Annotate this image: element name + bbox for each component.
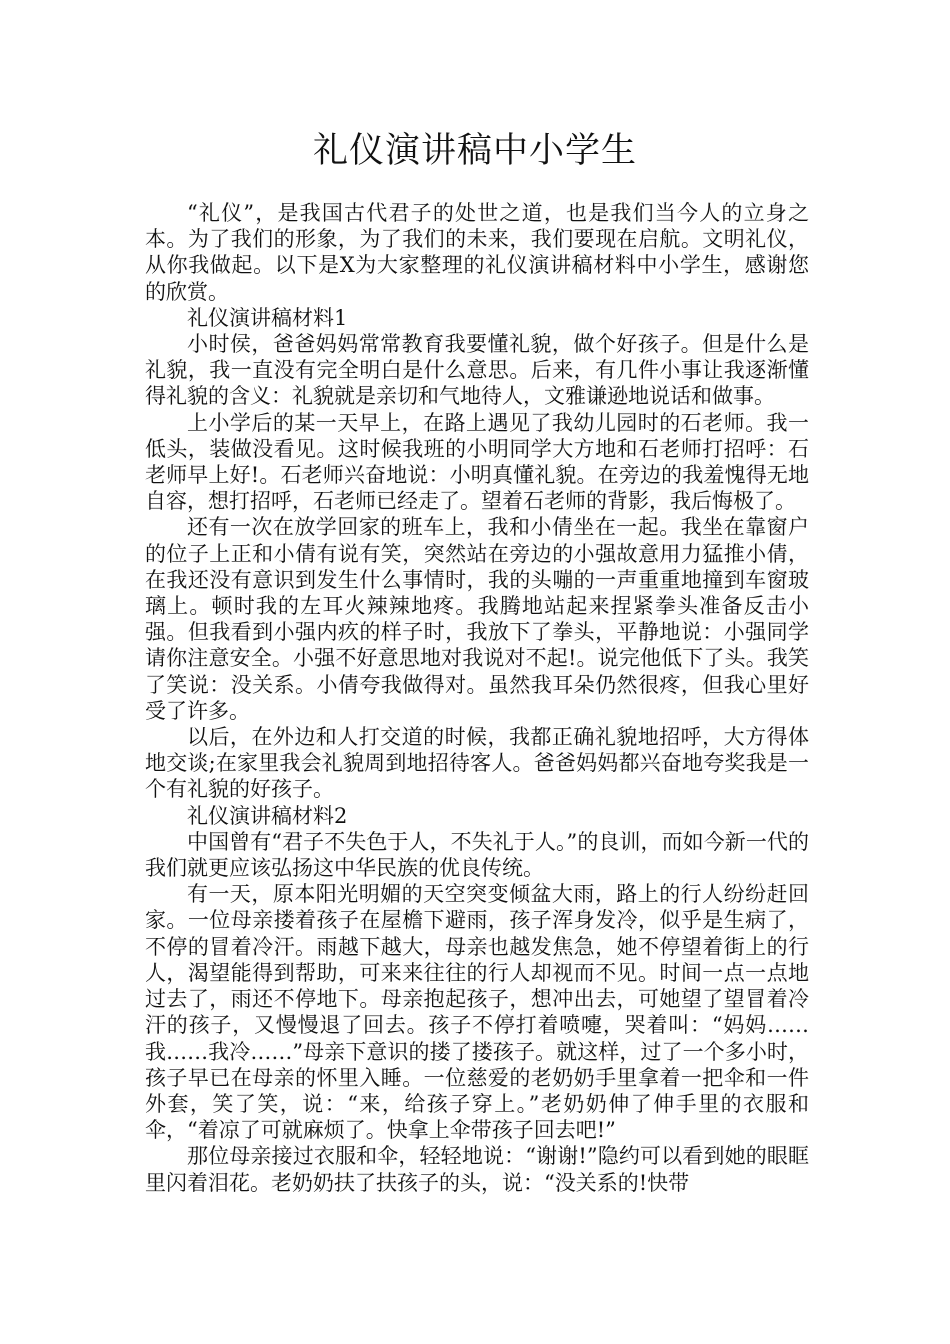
paragraph: 小时侯，爸爸妈妈常常教育我要懂礼貌，做个好孩子。但是什么是礼貌，我一直没有完全明白是什么意思。后来，有几件小事让我逐渐懂得礼貌的含义：礼貌就是亲切和气地待人，文雅谦逊地说话和做事。 (145, 332, 809, 409)
section-heading-1: 礼仪演讲稿材料1 (187, 305, 348, 330)
paragraph: 中国曾有“君子不失色于人，不失礼于人。”的良训，而如今新一代的我们就更应该弘扬这中华民族的优良传统。 (145, 829, 809, 881)
paragraph: 上小学后的某一天早上，在路上遇见了我幼儿园时的石老师。我一低头，装做没看见。这时候我班的小明同学大方地和石老师打招呼：石老师早上好!。石老师兴奋地说：小明真懂礼貌。在旁边的我羞愧得无地自容，想打招呼，石老师已经走了。望着石老师的背影，我后悔极了。 (145, 410, 809, 514)
paragraph: 有一天，原本阳光明媚的天空突变倾盆大雨，路上的行人纷纷赶回家。一位母亲搂着孩子在屋檐下避雨，孩子浑身发冷，似乎是生病了，不停的冒着冷汗。雨越下越大，母亲也越发焦急，她不停望着街上的行人，渴望能得到帮助，可来来往往的行人却视而不见。时间一点一点地过去了，雨还不停地下。母亲抱起孩子，想冲出去，可她望了望冒着冷汗的孩子，又慢慢退了回去。孩子不停打着喷嚏，哭着叫：“妈妈……我……我冷……”母亲下意识的搂了搂孩子。就这样，过了一个多小时，孩子早已在母亲的怀里入睡。一位慈爱的老奶奶手里拿着一把伞和一件外套，笑了笑，说：“来，给孩子穿上。”老奶奶伸了伸手里的衣服和伞，“着凉了可就麻烦了。快拿上伞带孩子回去吧!” (145, 882, 809, 1143)
paragraph: 以后，在外边和人打交道的时候，我都正确礼貌地招呼，大方得体地交谈;在家里我会礼貌周到地招待客人。爸爸妈妈都兴奋地夸奖我是一个有礼貌的好孩子。 (145, 725, 809, 802)
paragraph-intro: “礼仪”，是我国古代君子的处世之道，也是我们当今人的立身之本。为了我们的形象，为了我们的未来，我们要现在启航。文明礼仪，从你我做起。以下是X为大家整理的礼仪演讲稿材料中小学生，感谢您的欣赏。 (145, 201, 809, 304)
paragraph: 还有一次在放学回家的班车上，我和小倩坐在一起。我坐在靠窗户的位子上正和小倩有说有笑，突然站在旁边的小强故意用力猛推小倩，在我还没有意识到发生什么事情时，我的头嘣的一声重重地撞到车窗玻璃上。顿时我的左耳火辣辣地疼。我腾地站起来捏紧拳头准备反击小强。但我看到小强内疚的样子时，我放下了拳头，平静地说：小强同学请你注意安全。小强不好意思地对我说对不起!。说完他低下了头。我笑了笑说：没关系。小倩夸我做得对。虽然我耳朵仍然很疼，但我心里好受了许多。 (145, 515, 809, 723)
document-body (145, 200, 809, 1196)
paragraph: 那位母亲接过衣服和伞，轻轻地说：“谢谢!”隐约可以看到她的眼眶里闪着泪花。老奶奶扶了扶孩子的头，说：“没关系的!快带 (145, 1144, 809, 1195)
document-title: 礼仪演讲稿中小学生 (312, 131, 637, 171)
section-heading-2: 礼仪演讲稿材料2 (187, 803, 348, 828)
